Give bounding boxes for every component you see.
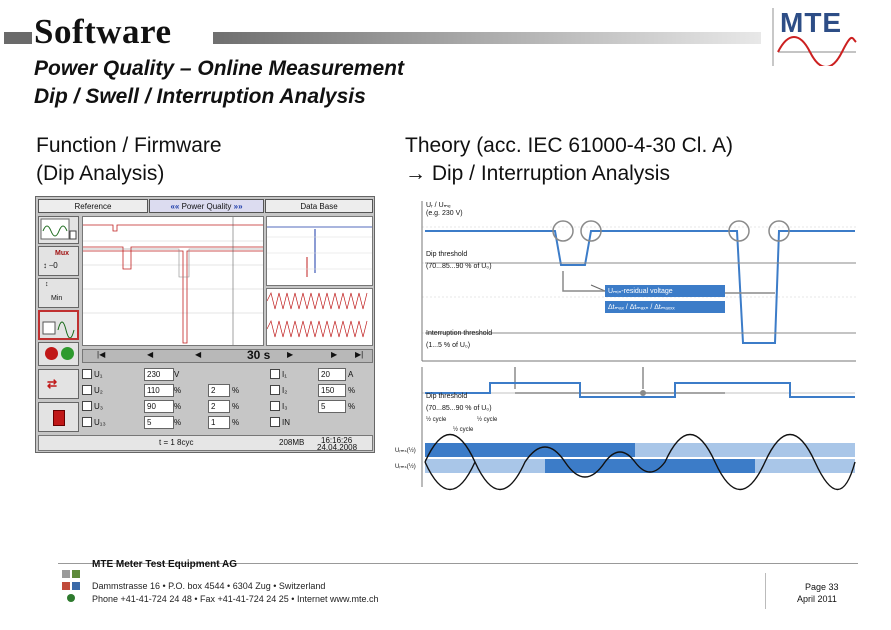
label-urms-eg: (e.g. 230 V) (426, 210, 463, 217)
tab-power-quality[interactable] (149, 199, 264, 213)
sidebtn-mux[interactable] (38, 246, 79, 276)
channel-label: U₂ (94, 386, 103, 395)
channel-unit-3: % (348, 402, 356, 411)
channel-value-1[interactable]: 230 (144, 368, 174, 381)
footer-mem: 208MB (279, 438, 305, 447)
channel-checkbox[interactable] (82, 401, 92, 411)
footer-time: 16:16:26 (321, 436, 353, 445)
footer-icons (60, 568, 84, 604)
channel-unit-3: A (348, 370, 354, 379)
channel-value-2[interactable]: 2 (208, 384, 230, 397)
channel-value-3[interactable]: 5 (318, 400, 346, 413)
record-icon (45, 347, 58, 360)
header-bar (213, 32, 761, 44)
minmax-icon: ↕ (45, 281, 49, 288)
channel-value-2[interactable]: 1 (208, 416, 230, 429)
label-dip-range-2: (70...85...90 % of U₀) (426, 405, 492, 412)
label-half-cycle-3: ½ cycle (477, 417, 498, 423)
logo-sine-icon (774, 8, 858, 66)
channel-value-3[interactable]: 20 (318, 368, 346, 381)
channel-value-2[interactable]: 2 (208, 400, 230, 413)
channel-unit-2: % (232, 386, 240, 395)
tab-reference[interactable]: Reference (38, 199, 148, 213)
sidebtn-min-label: Min (51, 295, 63, 302)
tab-power-quality-label: Power Quality (181, 202, 232, 211)
right-heading-1: Theory (acc. IEC 61000-4-30 Cl. A) (405, 134, 733, 157)
sidebtn-mux-label: Mux (55, 250, 69, 257)
nav-fwd-icon[interactable]: ▶ (287, 350, 294, 359)
channel-label: U₁₃ (94, 418, 106, 427)
nav-prev-icon[interactable]: ◀ (147, 350, 154, 359)
nav-next-icon[interactable]: ▶ (331, 350, 338, 359)
channel-label-2: I₃ (282, 402, 288, 411)
sidebtn-dip-active[interactable] (38, 310, 79, 340)
param-row (82, 383, 373, 398)
channel-checkbox-2[interactable] (270, 385, 280, 395)
scale-icon: ↕ ⎯0 (43, 261, 58, 270)
right-arrows-icon: »» (233, 202, 243, 211)
header-square (4, 32, 32, 44)
channel-label: U₁ (94, 370, 103, 379)
sidebtn-stop[interactable] (38, 402, 79, 432)
channel-value-3[interactable]: 150 (318, 384, 346, 397)
dip-graph (82, 216, 264, 346)
waveform-graph-svg (267, 289, 372, 345)
sidebtn-export[interactable] (38, 369, 79, 399)
footer-t: t = 1 8cyc (159, 438, 194, 447)
label-int-range: (1...5 % of U₀) (426, 342, 471, 349)
left-heading-1: Function / Firmware (36, 134, 222, 157)
dip-graph-svg (83, 217, 263, 345)
nav-last-icon[interactable]: ▶| (355, 350, 364, 359)
start-icon (61, 347, 74, 360)
waveform-graph (266, 288, 373, 346)
footer-address: Dammstrasse 16 • P.O. box 4544 • 6304 Zug • Switzerland (92, 581, 326, 591)
sidebtn-record[interactable] (38, 342, 79, 366)
param-row (82, 415, 373, 430)
channel-label-2: I₁ (282, 370, 287, 379)
footer-phone: Phone +41-41-724 24 48 • Fax +41-41-724 24 25 • Internet www.mte.ch (92, 594, 379, 604)
channel-checkbox[interactable] (82, 385, 92, 395)
channel-value-1[interactable]: 5 (144, 416, 174, 429)
footer-logo-icon (60, 568, 84, 604)
data-base-graph-svg (267, 217, 372, 285)
label-delta: Δtₘₐₓ / Δtₘₐₓₙ / Δtₘₐₓₓₓ (608, 304, 675, 311)
export-icon: ⇄ (47, 377, 58, 391)
stop-icon (53, 410, 65, 426)
status-bar (38, 435, 373, 451)
right-heading-2: → Dip / Interruption Analysis (405, 162, 670, 185)
label-urms: Uᵣ / Uₘₑ (426, 202, 451, 209)
page-title: Software (34, 12, 172, 51)
param-row (82, 399, 373, 414)
tab-data-base[interactable]: Data Base (265, 199, 373, 213)
label-dip-range: (70...85...90 % of U₀) (426, 263, 492, 270)
channel-unit-3: % (348, 386, 356, 395)
channel-label-2: I₂ (282, 386, 288, 395)
mte-logo (772, 8, 858, 66)
channel-value-1[interactable]: 110 (144, 384, 174, 397)
channel-checkbox-2[interactable] (270, 417, 280, 427)
label-dip-threshold: Dip threshold (426, 251, 468, 258)
footer-page: Page 33 (805, 582, 839, 592)
label-residual: Uₘᵢₙ-residual voltage (608, 288, 673, 295)
channel-checkbox-2[interactable] (270, 369, 280, 379)
footer-date: 24.04.2008 (317, 443, 358, 452)
channel-label-2: IN (282, 418, 290, 427)
label-dip-threshold-2: Dip threshold (426, 393, 468, 400)
subtitle-2: Dip / Swell / Interruption Analysis (34, 85, 366, 108)
time-nav-bar[interactable] (82, 349, 373, 363)
channel-unit-1: % (174, 418, 182, 427)
label-urms-half-1: Uᵣₘₛ(½) (395, 448, 416, 454)
label-half-cycle-2: ½ cycle (453, 427, 474, 433)
left-heading-2: (Dip Analysis) (36, 162, 165, 185)
label-urms-half-2: Uᵣₘₛ(½) (395, 464, 416, 470)
instrument-screenshot (35, 196, 375, 453)
data-base-graph (266, 216, 373, 286)
channel-checkbox-2[interactable] (270, 401, 280, 411)
dip-wave-icon (40, 312, 77, 338)
channel-unit-1: % (174, 402, 182, 411)
time-window: 30 s (247, 348, 271, 362)
channel-unit-2: % (232, 418, 240, 427)
channel-checkbox[interactable] (82, 417, 92, 427)
channel-unit-1: % (174, 386, 182, 395)
label-interruption: Interruption threshold (426, 330, 493, 337)
nav-back-icon[interactable]: ◀ (195, 350, 202, 359)
param-row (82, 367, 373, 382)
channel-checkbox[interactable] (82, 369, 92, 379)
channel-label: U₃ (94, 402, 104, 411)
label-half-cycle-1: ½ cycle (426, 417, 447, 423)
theory-diagram (395, 197, 860, 492)
footer-date: April 2011 (797, 594, 837, 604)
subtitle-1: Power Quality – Online Measurement (34, 57, 404, 80)
left-arrows-icon: «« (170, 202, 180, 211)
footer-company: MTE Meter Test Equipment AG (92, 559, 238, 570)
channel-unit-2: % (232, 402, 240, 411)
sidebtn-min[interactable] (38, 278, 79, 308)
waveform-icon (39, 217, 78, 243)
logo-text: MTE (780, 7, 843, 38)
nav-first-icon[interactable]: |◀ (97, 350, 106, 359)
channel-value-1[interactable]: 90 (144, 400, 174, 413)
sidebtn-waveform[interactable] (38, 216, 79, 244)
channel-unit-1: V (174, 370, 180, 379)
